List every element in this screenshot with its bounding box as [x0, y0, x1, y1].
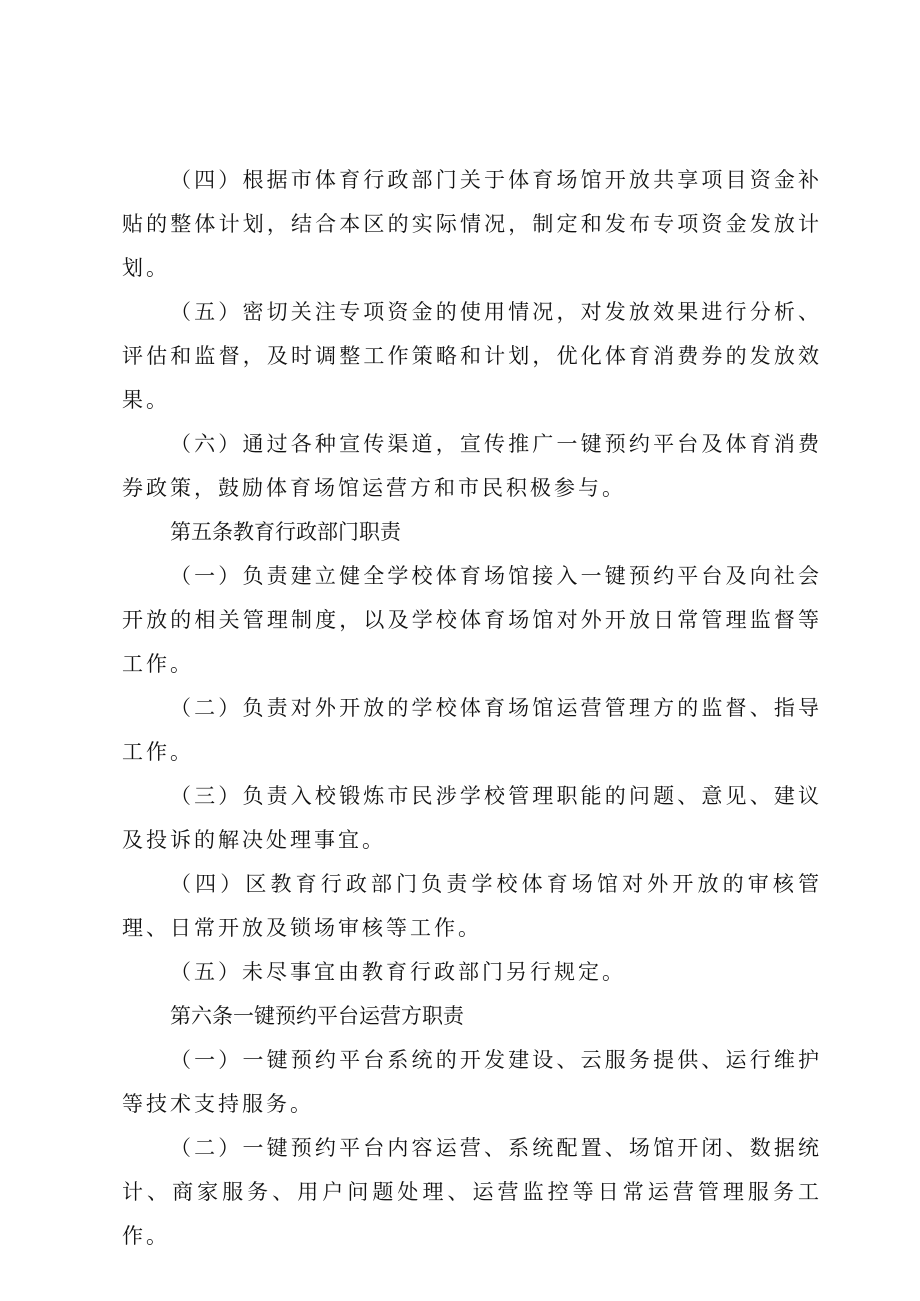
article-5-item-4: （四）区教育行政部门负责学校体育场馆对外开放的审核管理、日常开放及锁场审核等工作。	[122, 872, 822, 940]
article-5-item-2: （二）负责对外开放的学校体育场馆运营管理方的监督、指导工作。	[122, 696, 822, 764]
article-5-item-1: （一）负责建立健全学校体育场馆接入一键预约平台及向社会开放的相关管理制度，以及学校体育场馆对外开放日常管理监督等工作。	[122, 564, 822, 676]
paragraph-4-funding-plan: （四）根据市体育行政部门关于体育场馆开放共享项目资金补贴的整体计划，结合本区的实际情况，制定和发布专项资金发放计划。	[122, 168, 822, 280]
article-5-item-3: （三）负责入校锻炼市民涉学校管理职能的问题、意见、建议及投诉的解决处理事宜。	[122, 784, 822, 852]
article-6-item-1: （一）一键预约平台系统的开发建设、云服务提供、运行维护等技术支持服务。	[122, 1048, 822, 1116]
paragraph-5-fund-monitoring: （五）密切关注专项资金的使用情况，对发放效果进行分析、评估和监督，及时调整工作策略和计划，优化体育消费券的发放效果。	[122, 300, 822, 412]
document-body	[122, 158, 822, 1258]
article-5-item-5: （五）未尽事宜由教育行政部门另行规定。	[170, 960, 626, 984]
article-6-item-2: （二）一键预约平台内容运营、系统配置、场馆开闭、数据统计、商家服务、用户问题处理、运营监控等日常运营管理服务工作。	[122, 1136, 822, 1248]
paragraph-6-publicity: （六）通过各种宣传渠道，宣传推广一键预约平台及体育消费券政策，鼓励体育场馆运营方和市民积极参与。	[122, 432, 822, 500]
article-6-heading: 第六条一键预约平台运营方职责	[170, 1004, 464, 1028]
article-5-heading: 第五条教育行政部门职责	[170, 520, 401, 544]
